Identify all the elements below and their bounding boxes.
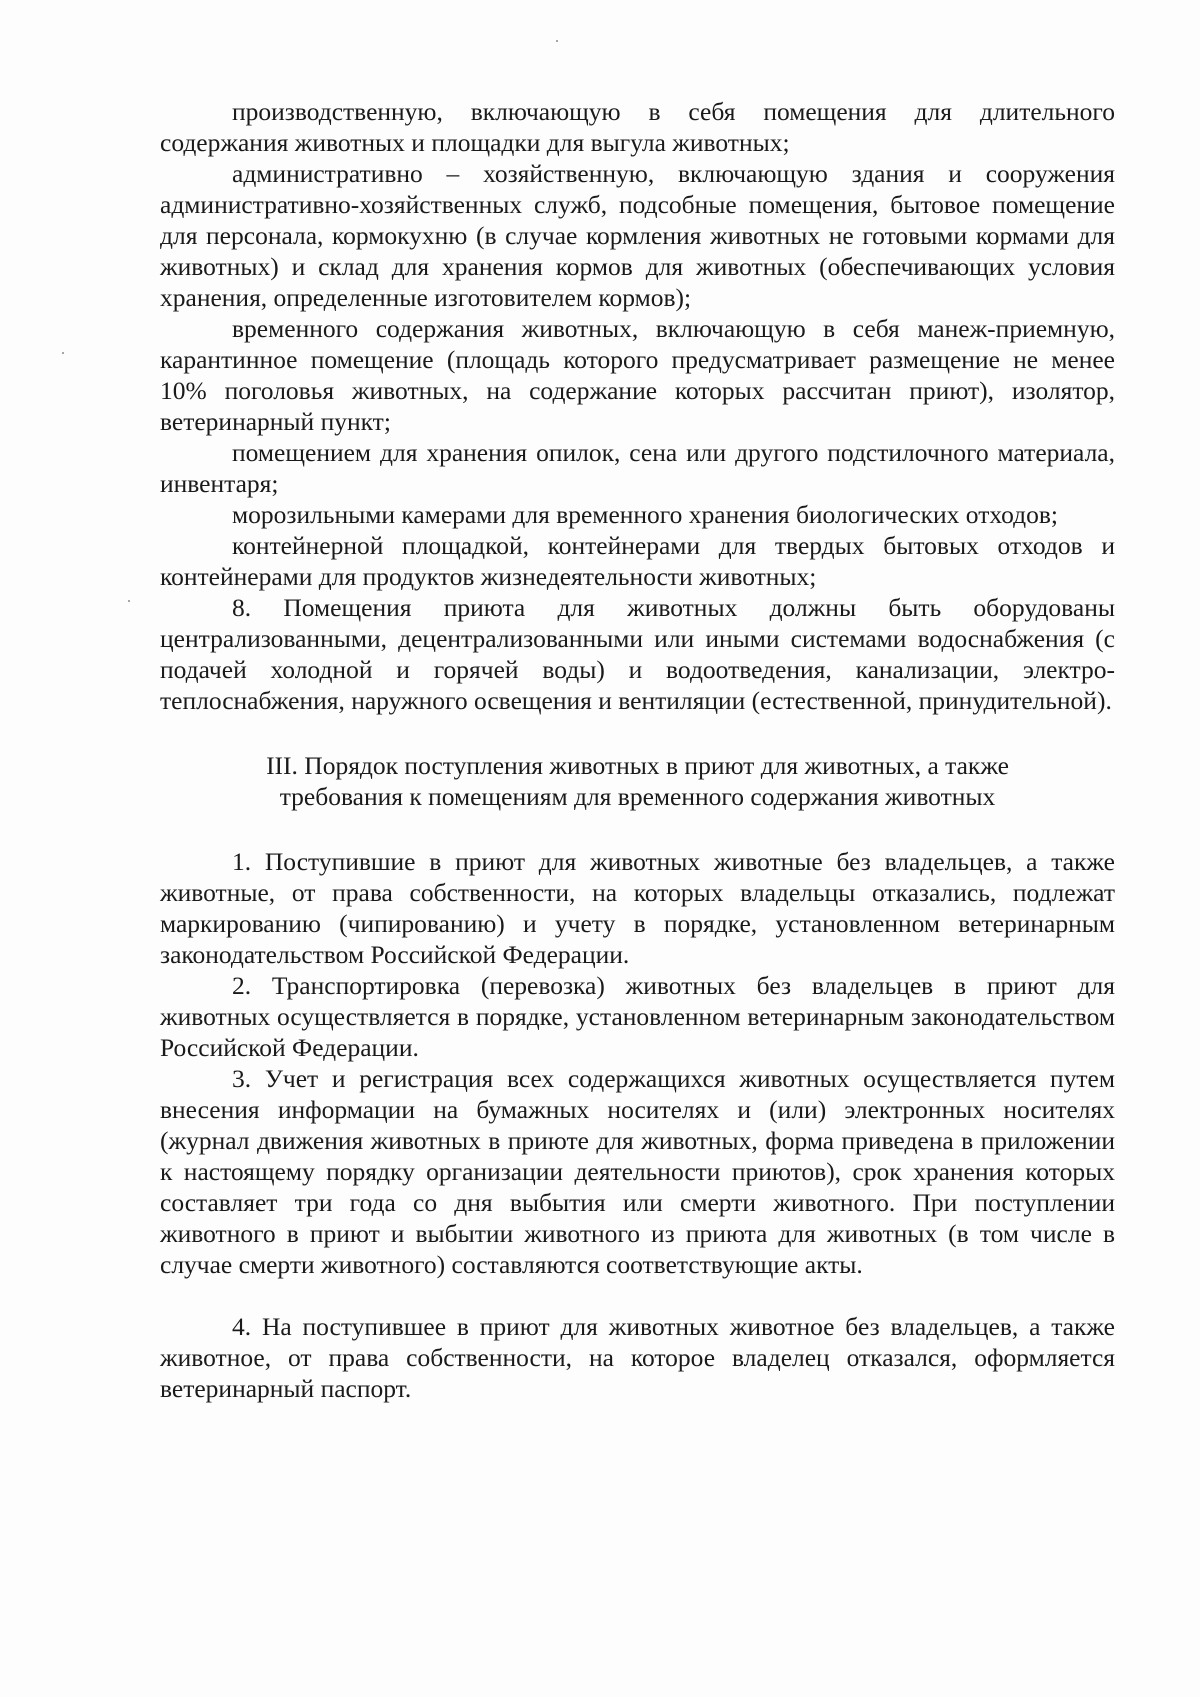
paragraph-production-zone: производственную, включающую в себя помещения для длительного содержания животных и площадки для выгула животных; bbox=[160, 97, 1115, 157]
section-heading bbox=[160, 750, 1115, 812]
paragraph-gap bbox=[160, 1280, 1115, 1311]
paragraph-item-3: 3. Учет и регистрация всех содержащихся животных осуществляется путем внесения информации на бумажных носителях и (или) электронных носителях (журнал движения животных в приюте для животных, форма приведена в приложении к настоящему порядку организации деятельности приютов), срок хранения которых составляет три года со дня выбытия или смерти животного. При поступлении животного в приют и выбытии животного из приюта для животных (в том числе в случае смерти животного) составляются соответствующие акты. bbox=[160, 1064, 1115, 1279]
paragraph-item-4: 4. На поступившее в приют для животных животное без владельцев, а также животное, от права собственности, на которое владелец отказался, оформляется ветеринарный паспорт. bbox=[160, 1312, 1115, 1403]
paragraph-freezers: морозильными камерами для временного хранения биологических отходов; bbox=[232, 500, 1059, 529]
section-heading-line-1: III. Порядок поступления животных в приют для животных, а также bbox=[266, 751, 1009, 780]
paragraph-item-2: 2. Транспортировка (перевозка) животных без владельцев в приют для животных осуществляется в порядке, установленном ветеринарным законодательством Российской Федерации. bbox=[160, 971, 1115, 1062]
document-page bbox=[160, 96, 1115, 1404]
scan-speck bbox=[62, 352, 64, 354]
paragraph-bedding-storage: помещением для хранения опилок, сена или другого подстилочного материала, инвентаря; bbox=[160, 438, 1115, 498]
scan-speck bbox=[556, 40, 558, 42]
paragraph-item-8: 8. Помещения приюта для животных должны быть оборудованы централизованными, децентрализованными или иными системами водоснабжения (с подачей холодной и горячей воды) и водоотведения, канализации, электро-теплоснабжения, наружного освещения и вентиляции (естественной, принудительной). bbox=[160, 593, 1115, 715]
paragraph-item-1: 1. Поступившие в приют для животных животные без владельцев, а также животные, от права собственности, на которых владельцы отказались, подлежат маркированию (чипированию) и учету в порядке, установленном ветеринарным законодательством Российской Федерации. bbox=[160, 847, 1115, 969]
paragraph-temporary-keeping-zone: временного содержания животных, включающую в себя манеж-приемную, карантинное помещение (площадь которого предусматривает размещение не менее 10% поголовья животных, на содержание которых рассчитан приют), изолятор, ветеринарный пункт; bbox=[160, 314, 1115, 436]
paragraph-containers: контейнерной площадкой, контейнерами для твердых бытовых отходов и контейнерами для продуктов жизнедеятельности животных; bbox=[160, 531, 1115, 591]
section-heading-line-2: требования к помещениям для временного содержания животных bbox=[279, 782, 996, 811]
scan-speck bbox=[128, 600, 130, 602]
paragraph-admin-zone: административно – хозяйственную, включающую здания и сооружения административно-хозяйственных служб, подсобные помещения, бытовое помещение для персонала, кормокухню (в случае кормления животных не готовыми кормами для животных) и склад для хранения кормов для животных (обеспечивающих условия хранения, определенные изготовителем кормов); bbox=[160, 159, 1115, 312]
